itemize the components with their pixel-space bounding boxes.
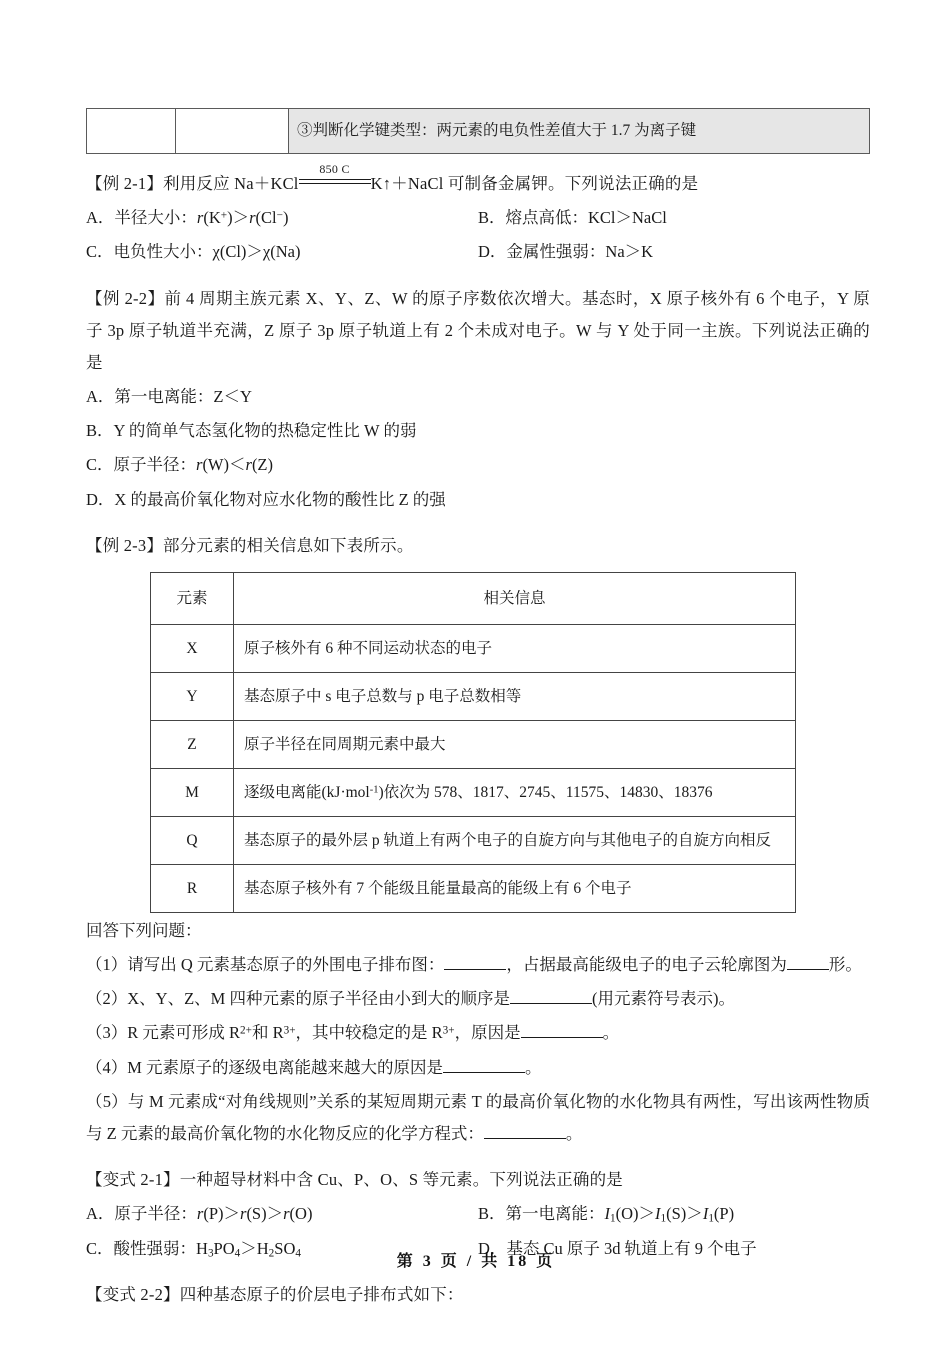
variant-2-2-stem: 【变式 2-2】四种基态原子的价层电子排布式如下： <box>86 1284 464 1304</box>
continuation-table <box>86 108 870 154</box>
table-header-row <box>151 572 796 624</box>
table-row <box>151 720 796 768</box>
question-5-text-a: （5）与 M 元素成“对角线规则”关系的某短周期元素 T 的最高价氧化物的水化物具有两性，写出该两性物质与 Z 元素的最高价氧化物的水化物反应的化学方程式： <box>86 1091 870 1143</box>
option-c-formula: χ(Cl)＞χ(Na) <box>212 242 301 262</box>
answer-blank[interactable] <box>510 1003 592 1004</box>
option-d-label: D．金属性强弱： <box>478 242 606 262</box>
element-symbol: X <box>151 624 234 672</box>
table-row <box>151 768 796 816</box>
variant-2-2 <box>86 1279 870 1311</box>
table-cell-bond-type-note: ③判断化学键类型：两元素的电负性差值大于 1.7 为离子键 <box>289 109 870 154</box>
table-row <box>151 672 796 720</box>
option-b-formula: $I_1(O)>I_1(S)>I_1(P)$ <box>604 1204 735 1225</box>
element-info-table <box>150 572 796 913</box>
option-b-formula: KCl＞NaCl <box>588 208 667 228</box>
page-footer: 第 3 页 / 共 18 页 <box>396 1253 556 1270</box>
question-3 <box>86 1017 870 1049</box>
question-3-text-a: （3）R 元素可形成 $R^{2+}$和 $R^{3+}$，其中较稳定的是 $R^{3+}$，原因是 <box>86 1023 521 1043</box>
question-3-text-b: 。 <box>602 1023 620 1043</box>
variant-2-1-stem: 【变式 2-1】一种超导材料中含 Cu、P、O、S 等元素。下列说法正确的是 <box>86 1170 623 1190</box>
table-cell-empty-1 <box>87 109 176 154</box>
element-info: 原子核外有 6 种不同运动状态的电子 <box>234 624 796 672</box>
element-symbol: Z <box>151 720 234 768</box>
option-a-formula: r(P)＞r(S)＞r(O) <box>196 1204 313 1224</box>
element-info: 逐级电离能(kJ·mol$^{-1}$)依次为 578、1817、2745、11575、14830、18376 <box>234 768 796 816</box>
option-b-label: B．第一电离能： <box>478 1204 605 1224</box>
example-2-2-option-c: C．原子半径：r(W)＜r(Z) <box>86 455 274 475</box>
element-info: 原子半径在同周期元素中最大 <box>234 720 796 768</box>
question-4 <box>86 1052 870 1084</box>
answer-blank[interactable] <box>443 1072 525 1073</box>
table-row <box>151 864 796 912</box>
question-4-text-b: 。 <box>525 1057 542 1077</box>
option-c-formula: $H_3PO_4>H_2SO_4$ <box>196 1238 301 1260</box>
element-symbol: Q <box>151 816 234 864</box>
example-2-1-option-c <box>86 236 478 268</box>
reaction-condition: 850 C <box>319 161 350 176</box>
example-2-1-stem-prefix: 【例 2-1】利用反应 Na＋KCl <box>86 174 299 193</box>
reaction-arrow <box>299 161 371 190</box>
variant-2-1-option-a <box>86 1198 478 1230</box>
question-4-text-a: （4）M 元素原子的逐级电离能越来越大的原因是 <box>86 1057 444 1077</box>
example-2-1-stem-suffix: K↑＋NaCl 可制备金属钾。下列说法正确的是 <box>370 174 699 193</box>
element-symbol: M <box>151 768 234 816</box>
example-2-2-option-b: B．Y 的简单气态氢化物的热稳定性比 W 的弱 <box>86 421 417 441</box>
example-2-2-option-d: D．X 的最高价氧化物对应水化物的酸性比 Z 的强 <box>86 489 446 509</box>
example-2-1 <box>86 161 870 269</box>
example-2-1-option-d <box>478 236 870 268</box>
example-2-1-options-row-2 <box>86 236 870 268</box>
question-1-text-c: 形。 <box>828 955 862 975</box>
header-element: 元素 <box>151 572 234 624</box>
answer-blank[interactable] <box>787 969 829 970</box>
question-2-text-a: （2）X、Y、Z、M 四种元素的原子半径由小到大的顺序是 <box>86 989 510 1009</box>
example-2-1-option-b <box>478 202 870 234</box>
table-cell-empty-2 <box>176 109 289 154</box>
example-2-2-option-a: A．第一电离能：Z＜Y <box>86 387 252 407</box>
example-2-1-option-a <box>86 202 478 234</box>
reaction-bar <box>299 179 371 184</box>
question-1-text-b: ，占据最高能级电子的电子云轮廓图为 <box>506 955 787 975</box>
header-info: 相关信息 <box>234 572 796 624</box>
element-info: 基态原子中 s 电子总数与 p 电子总数相等 <box>234 672 796 720</box>
option-b-label: B．熔点高低： <box>478 208 589 228</box>
example-2-1-stem <box>86 161 870 200</box>
element-info-table-wrapper <box>86 572 870 913</box>
option-d-formula: Na＞K <box>605 242 654 262</box>
question-5-text-b: 。 <box>565 1123 583 1143</box>
option-d-label: D．基态 Cu 原子 3d 轨道上有 9 个电子 <box>478 1238 757 1258</box>
variant-2-1-option-b <box>478 1198 870 1230</box>
element-symbol: Y <box>151 672 234 720</box>
option-a-label: A．半径大小： <box>86 208 197 228</box>
element-info: 基态原子的最外层 p 轨道上有两个电子的自旋方向与其他电子的自旋方向相反 <box>234 816 796 864</box>
option-c-label: C．酸性强弱： <box>86 1238 197 1258</box>
example-2-2 <box>86 283 870 516</box>
option-c-label: C．电负性大小： <box>86 242 213 262</box>
question-1 <box>86 949 870 981</box>
question-2 <box>86 983 870 1015</box>
example-2-2-stem: 【例 2-2】前 4 周期主族元素 X、Y、Z、W 的原子序数依次增大。基态时，X 原子核外有 6 个电子，Y 原子 3p 原子轨道半充满，Z 原子 3p 原子轨道上有 2 个未成对电子。W 与 Y 处于同一主族。下列说法正确的是 <box>86 288 870 372</box>
page-content <box>86 108 870 1311</box>
element-info: 基态原子核外有 7 个能级且能量最高的能级上有 6 个电子 <box>234 864 796 912</box>
answer-blank[interactable] <box>521 1037 603 1038</box>
answer-blank[interactable] <box>484 1138 566 1139</box>
example-2-1-options-row-1 <box>86 202 870 234</box>
variant-2-1-options-row-1 <box>86 1198 870 1230</box>
question-2-text-b: (用元素符号表示)。 <box>591 989 735 1009</box>
table-row <box>151 624 796 672</box>
question-1-text-a: （1）请写出 Q 元素基态原子的外围电子排布图： <box>86 955 445 975</box>
table-row <box>87 109 870 154</box>
example-2-3-stem: 【例 2-3】部分元素的相关信息如下表所示。 <box>86 535 414 555</box>
answer-blank[interactable] <box>444 969 506 970</box>
question-5 <box>86 1086 870 1150</box>
answer-prompt: 回答下列问题： <box>86 920 202 940</box>
element-symbol: R <box>151 864 234 912</box>
table-row <box>151 816 796 864</box>
option-a-label: A．原子半径： <box>86 1204 197 1224</box>
option-a-formula: r(K+)＞r(Cl−) <box>196 208 289 228</box>
example-2-3 <box>86 530 870 1150</box>
